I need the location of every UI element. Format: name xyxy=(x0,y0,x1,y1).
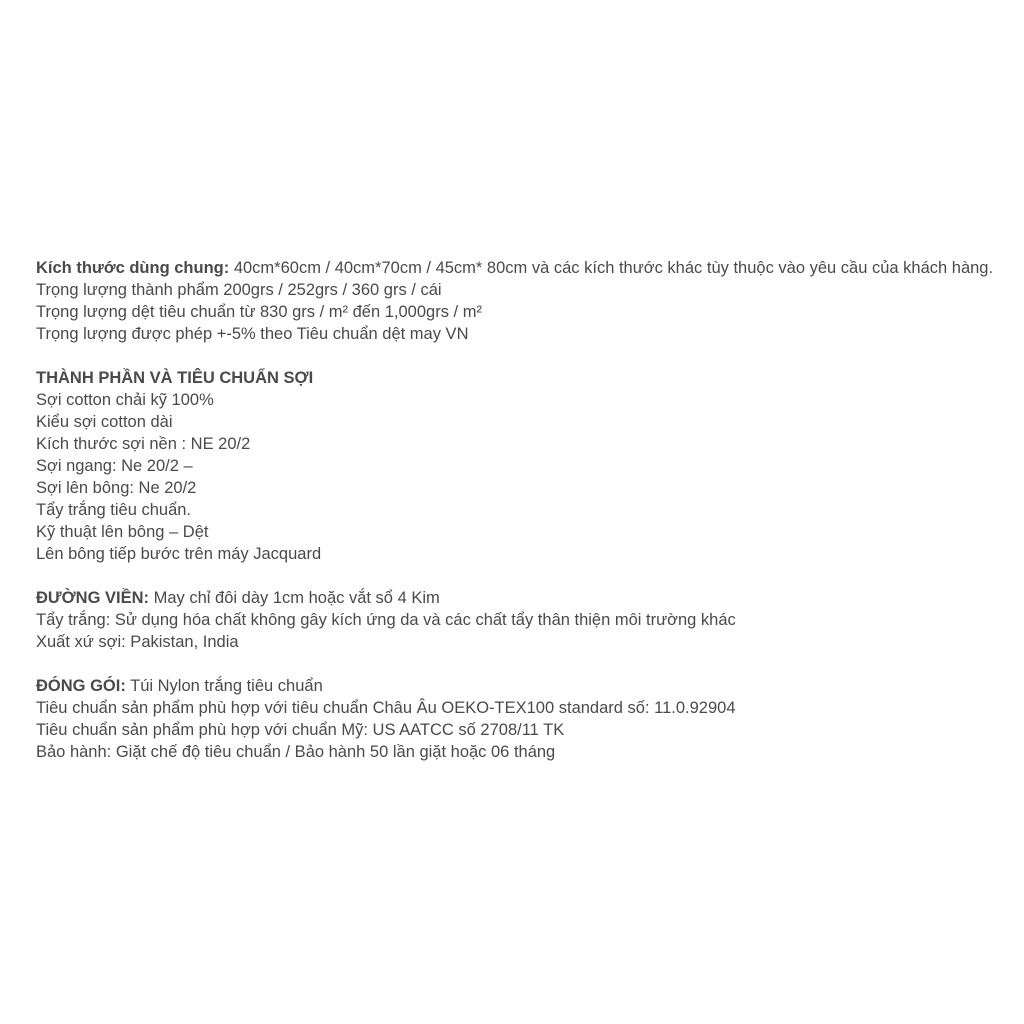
section-border xyxy=(36,587,996,653)
spec-line: Xuất xứ sợi: Pakistan, India xyxy=(36,633,239,651)
spec-label: ĐÓNG GÓI: xyxy=(36,677,126,695)
spec-line: Trọng lượng thành phẩm 200grs / 252grs / 360 grs / cái xyxy=(36,281,442,299)
spec-line: Kiểu sợi cotton dài xyxy=(36,413,173,431)
spec-line xyxy=(36,257,996,279)
spec-text: Túi Nylon trắng tiêu chuẩn xyxy=(125,677,323,695)
spec-line: Kỹ thuật lên bông – Dệt xyxy=(36,523,209,541)
spec-line xyxy=(36,587,996,609)
spec-line: Tiêu chuẩn sản phẩm phù hợp với tiêu chuẩn Châu Âu OEKO-TEX100 standard số: 11.0.92904 xyxy=(36,699,736,717)
spec-line: Trọng lượng dệt tiêu chuẩn từ 830 grs / m² đến 1,000grs / m² xyxy=(36,303,482,321)
spec-document xyxy=(36,257,996,785)
spec-label: Kích thước dùng chung: xyxy=(36,259,230,277)
spec-line: Tẩy trắng tiêu chuẩn. xyxy=(36,501,192,519)
section-dimensions xyxy=(36,257,996,345)
spec-text: 40cm*60cm / 40cm*70cm / 45cm* 80cm và các kích thước khác tùy thuộc vào yêu cầu của khách hàng. xyxy=(229,259,994,277)
spec-line: Tiêu chuẩn sản phẩm phù hợp với chuẩn Mỹ: US AATCC số 2708/11 TK xyxy=(36,721,565,739)
spec-line: Tẩy trắng: Sử dụng hóa chất không gây kích ứng da và các chất tẩy thân thiện môi trường khác xyxy=(36,611,736,629)
spec-line: Trọng lượng được phép +-5% theo Tiêu chuẩn dệt may VN xyxy=(36,325,469,343)
spec-text: May chỉ đôi dày 1cm hoặc vắt sổ 4 Kim xyxy=(149,589,440,607)
spec-line: Sợi cotton chải kỹ 100% xyxy=(36,391,214,409)
spec-line: Sợi ngang: Ne 20/2 – xyxy=(36,457,193,475)
spec-line: Bảo hành: Giặt chế độ tiêu chuẩn / Bảo hành 50 lần giặt hoặc 06 tháng xyxy=(36,743,556,761)
section-packaging xyxy=(36,675,996,763)
section-heading: THÀNH PHẦN VÀ TIÊU CHUẨN SỢI xyxy=(36,369,314,387)
spec-line: Lên bông tiếp bước trên máy Jacquard xyxy=(36,545,322,563)
spec-line: Kích thước sợi nền : NE 20/2 xyxy=(36,435,251,453)
spec-line: Sợi lên bông: Ne 20/2 xyxy=(36,479,197,497)
spec-label: ĐƯỜNG VIỀN: xyxy=(36,589,150,607)
section-composition xyxy=(36,367,996,565)
spec-line xyxy=(36,675,996,697)
